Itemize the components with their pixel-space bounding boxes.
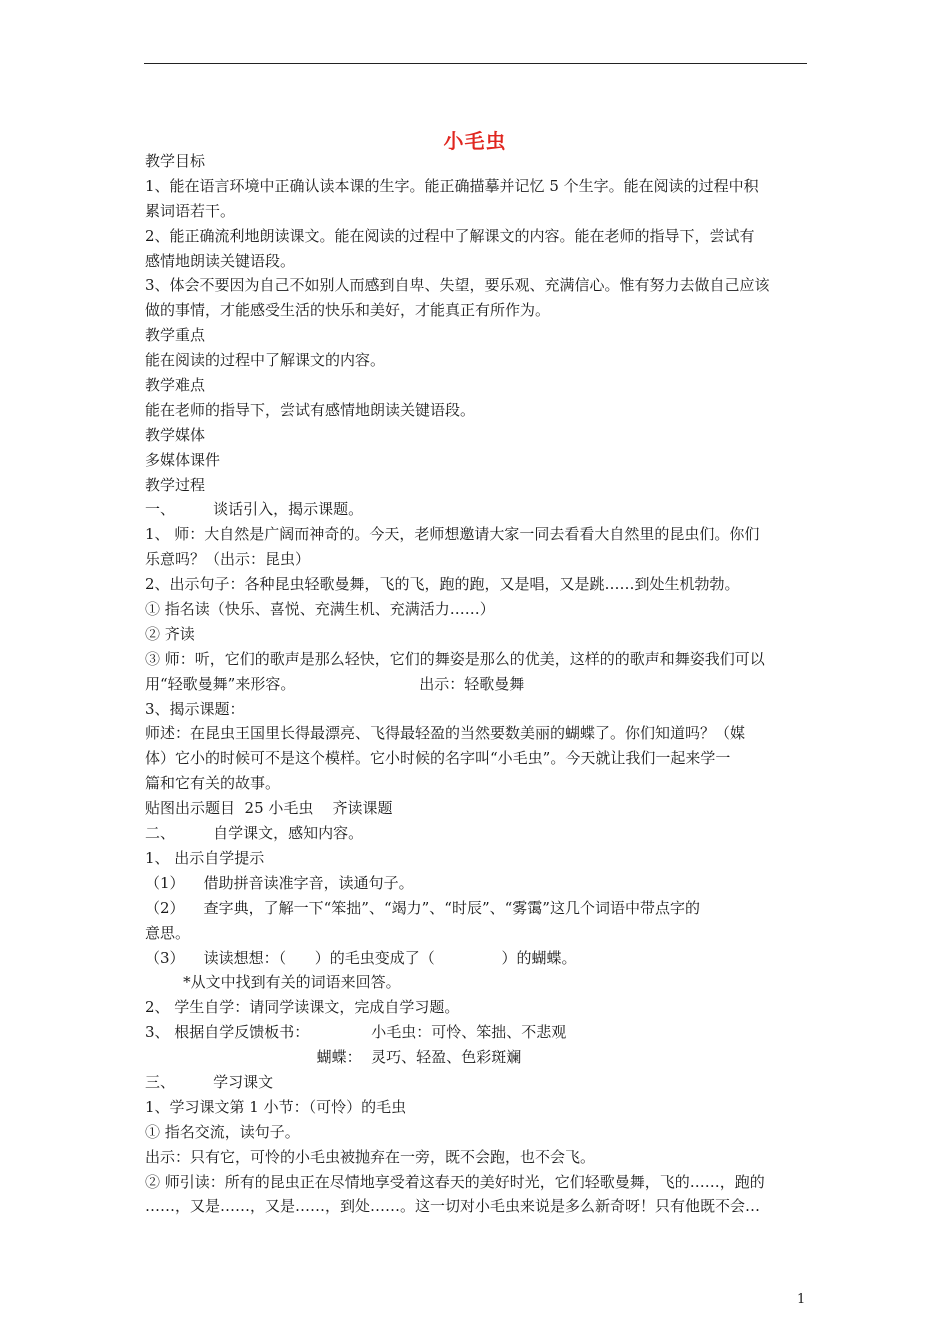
text-line: 蝴蝶： 灵巧、轻盈、色彩斑斓: [145, 1048, 522, 1067]
document-body: [145, 149, 807, 1219]
text-line: 能在阅读的过程中了解课文的内容。: [145, 351, 386, 370]
text-line: （3） 读读想想：（ ）的毛虫变成了（ ）的蝴蝶。: [145, 948, 577, 967]
text-line: 多媒体课件: [145, 450, 221, 469]
document-title: 小毛虫: [443, 129, 507, 153]
text-line: 能在老师的指导下，尝试有感情地朗读关键语段。: [145, 400, 476, 419]
text-line: 贴图出示题目 25 小毛虫 齐读课题: [145, 799, 393, 818]
text-line: ① 指名读（快乐、喜悦、充满生机、充满活力……）: [145, 600, 495, 619]
text-line: 2、能正确流利地朗读课文。能在阅读的过程中了解课文的内容。能在老师的指导下，尝试有: [145, 226, 755, 245]
text-line: ② 师引读：所有的昆虫正在尽情地享受着这春天的美好时光，它们轻歌曼舞，飞的……，跑的: [145, 1172, 765, 1191]
text-line: 教学媒体: [145, 425, 206, 444]
text-line: 意思。: [145, 923, 191, 942]
text-line: 2、出示句子：各种昆虫轻歌曼舞，飞的飞，跑的跑，又是唱，又是跳……到处生机勃勃。: [145, 575, 740, 594]
text-line: 一、 谈话引入，揭示课题。: [145, 500, 364, 519]
text-line: 教学难点: [145, 376, 206, 395]
text-line: 师述：在昆虫王国里长得最漂亮、飞得最轻盈的当然要数美丽的蝴蝶了。你们知道吗？（媒: [145, 724, 746, 743]
text-line: 教学重点: [145, 326, 206, 345]
text-line: 篇和它有关的故事。: [145, 774, 281, 793]
text-line: 教学目标: [145, 152, 206, 170]
text-line: *从文中找到有关的词语来回答。: [145, 973, 401, 992]
header-rule: [144, 63, 807, 64]
text-line: ① 指名交流，读句子。: [145, 1122, 300, 1141]
text-line: 2、 学生自学：请同学读课文，完成自学习题。: [145, 998, 460, 1017]
text-line: 累词语若干。: [145, 201, 236, 220]
text-line: 1、学习课文第 1 小节：（可怜）的毛虫: [145, 1097, 407, 1116]
text-line: ② 齐读: [145, 624, 195, 643]
text-line: ……，又是……，又是……，到处……。这一切对小毛虫来说是多么新奇呀！只有他既不会…: [145, 1197, 761, 1216]
text-line: 教学过程: [145, 475, 206, 494]
text-line: 三、 学习课文: [145, 1072, 274, 1091]
text-line: 体）它小的时候可不是这个模样。它小时候的名字叫“小毛虫”。今天就让我们一起来学一: [145, 749, 731, 768]
text-line: 3、揭示课题：: [145, 699, 245, 718]
text-line: 感情地朗读关键语段。: [145, 251, 296, 270]
text-line: 二、 自学课文，感知内容。: [145, 824, 364, 843]
text-line: ③ 师：听，它们的歌声是那么轻快，它们的舞姿是那么的优美，这样的的歌声和舞姿我们可以: [145, 649, 765, 668]
text-line: （1） 借助拼音读准字音，读通句子。: [145, 873, 414, 892]
text-line: 出示：只有它，可怜的小毛虫被抛弃在一旁，既不会跑，也不会飞。: [145, 1147, 596, 1166]
text-line: 3、体会不要因为自己不如别人而感到自卑、失望，要乐观、充满信心。惟有努力去做自己应该: [145, 276, 770, 295]
text-line: 1、 出示自学提示: [145, 848, 265, 867]
text-line: （2） 查字典，了解一下“笨拙”、“竭力”、“时辰”、“雾霭”这几个词语中带点字的: [145, 898, 700, 917]
text-line: 乐意吗？（出示：昆虫）: [145, 550, 311, 569]
text-line: 3、 根据自学反馈板书： 小毛虫：可怜、笨拙、不悲观: [145, 1023, 567, 1042]
text-line: 1、能在语言环境中正确认读本课的生字。能正确描摹并记忆 5 个生字。能在阅读的过程中积: [145, 176, 759, 195]
page-number: 1: [797, 1292, 806, 1307]
text-line: 1、 师：大自然是广阔而神奇的。今天，老师想邀请大家一同去看看大自然里的昆虫们。你们: [145, 525, 760, 544]
text-line: 做的事情，才能感受生活的快乐和美好，才能真正有所作为。: [145, 301, 551, 320]
text-line: 用“轻歌曼舞”来形容。 出示：轻歌曼舞: [145, 674, 525, 693]
